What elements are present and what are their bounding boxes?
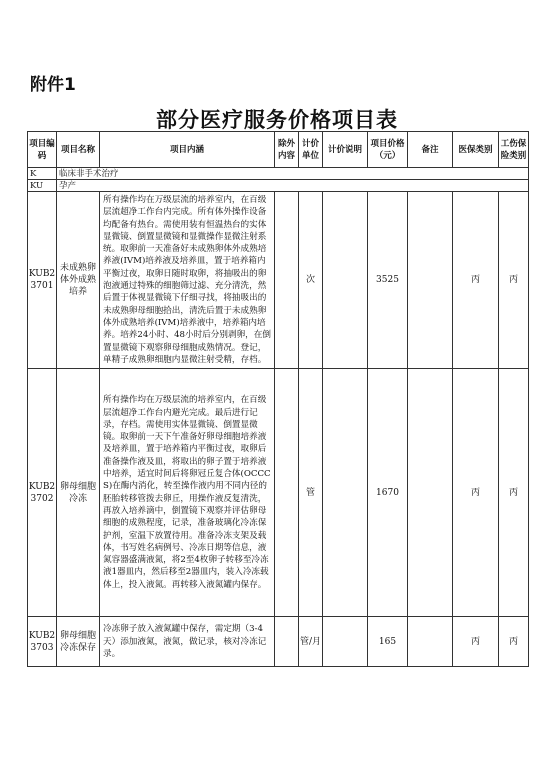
item-pricing-note bbox=[323, 369, 368, 617]
header-unit: 计价单位 bbox=[299, 132, 323, 168]
price-table bbox=[27, 131, 529, 667]
item-unit: 管 bbox=[299, 369, 323, 617]
header-pricing-note: 计价说明 bbox=[323, 132, 368, 168]
header-code: 项目编码 bbox=[28, 132, 57, 168]
item-code: KUB23703 bbox=[28, 617, 57, 667]
page-title: 部分医疗服务价格项目表 bbox=[156, 107, 398, 132]
item-injury-insurance: 丙 bbox=[499, 192, 529, 369]
item-medical-insurance: 丙 bbox=[453, 617, 499, 667]
header-price: 项目价格（元） bbox=[368, 132, 408, 168]
table-row bbox=[28, 369, 529, 617]
item-unit: 次 bbox=[299, 192, 323, 369]
item-name: 未成熟卵体外成熟培养 bbox=[57, 192, 100, 369]
item-name: 卵母细胞冷冻 bbox=[57, 369, 100, 617]
header-remark: 备注 bbox=[408, 132, 453, 168]
header-row bbox=[28, 132, 529, 168]
item-connotation: 所有操作均在万级层流的培养室内，在百级层流超净工作台内完成。所有体外操作设备均配备有热台。需使用装有恒温热台的实体显微镜、倒置显微镜和显微操作显微注射系统。取卵前一天准备好未成熟卵体外成熟培养液(IVM)培养液及培养皿，置于培养箱内平衡过夜，取卵日随时取卵，将抽吸出的卵泡液通过特殊的细胞筛过滤、充分清洗，然后置于体视显微镜下仔细寻找，将抽吸出的未成熟卵母细胞拾出，清洗后置于未成熟卵体外成熟培养(IVM)培养液中，培养箱内培养。培养24小时、48小时后分别剥卵，在倒置显微镜下观察卵母细胞成熟情况。登记，单精子成熟卵细胞内显微注射受精，存档。 bbox=[100, 192, 275, 369]
item-code: KUB23701 bbox=[28, 192, 57, 369]
header-exclusions: 除外内容 bbox=[275, 132, 299, 168]
item-price: 165 bbox=[368, 617, 408, 667]
category-name: 临床非手术治疗 bbox=[57, 168, 529, 180]
item-pricing-note bbox=[323, 617, 368, 667]
item-injury-insurance: 丙 bbox=[499, 617, 529, 667]
item-remark bbox=[408, 617, 453, 667]
header-medical-insurance: 医保类别 bbox=[453, 132, 499, 168]
item-price: 1670 bbox=[368, 369, 408, 617]
item-name: 卵母细胞冷冻保存 bbox=[57, 617, 100, 667]
header-injury-insurance: 工伤保险类别 bbox=[499, 132, 529, 168]
category-code: K bbox=[28, 168, 57, 180]
table-row bbox=[28, 617, 529, 667]
header-connotation: 项目内涵 bbox=[100, 132, 275, 168]
category-row bbox=[28, 180, 529, 192]
item-exclusions bbox=[275, 369, 299, 617]
item-remark bbox=[408, 192, 453, 369]
category-code: KU bbox=[28, 180, 57, 192]
item-medical-insurance: 丙 bbox=[453, 369, 499, 617]
item-remark bbox=[408, 369, 453, 617]
item-connotation: 所有操作均在万级层流的培养室内，在百级层流超净工作台内避光完成。最后进行记录，存档。需使用实体显微镜、倒置显微镜。取卵前一天下午准备好卵母细胞培养液及培养皿，置于培养箱内平衡过夜，取卵后准备操作液及皿，将取出的卵子置于培养液中培养，适宜时间后将卵冠丘复合体(OCCCS)在酶内消化，转至操作液内用不同内径的胚胎转移管拨去卵丘，用操作液反复清洗，再放入培养滴中，倒置镜下观察并评估卵母细胞的成熟程度，记录，准备玻璃化冷冻保护剂，室温下放置待用。准备冷冻支架及载体，书写姓名病例号、冷冻日期等信息，液氮容器盛满液氮，将2至4枚卵子转移至冷冻液1器皿内，然后移至2器皿内，装入冷冻载体上，投入液氮。再转移入液氮罐内保存。 bbox=[100, 369, 275, 617]
item-injury-insurance: 丙 bbox=[499, 369, 529, 617]
item-medical-insurance: 丙 bbox=[453, 192, 499, 369]
header-name: 项目名称 bbox=[57, 132, 100, 168]
table-row bbox=[28, 192, 529, 369]
item-exclusions bbox=[275, 192, 299, 369]
item-code: KUB23702 bbox=[28, 369, 57, 617]
item-price: 3525 bbox=[368, 192, 408, 369]
attachment-label: 附件1 bbox=[30, 75, 76, 95]
item-exclusions bbox=[275, 617, 299, 667]
item-connotation: 冷冻卵子放入液氮罐中保存，需定期（3-4天）添加液氮，液氮，做记录，核对冷冻记录。 bbox=[100, 617, 275, 667]
item-pricing-note bbox=[323, 192, 368, 369]
category-row bbox=[28, 168, 529, 180]
category-name: 孕产 bbox=[57, 180, 529, 192]
item-unit: 管/月 bbox=[299, 617, 323, 667]
